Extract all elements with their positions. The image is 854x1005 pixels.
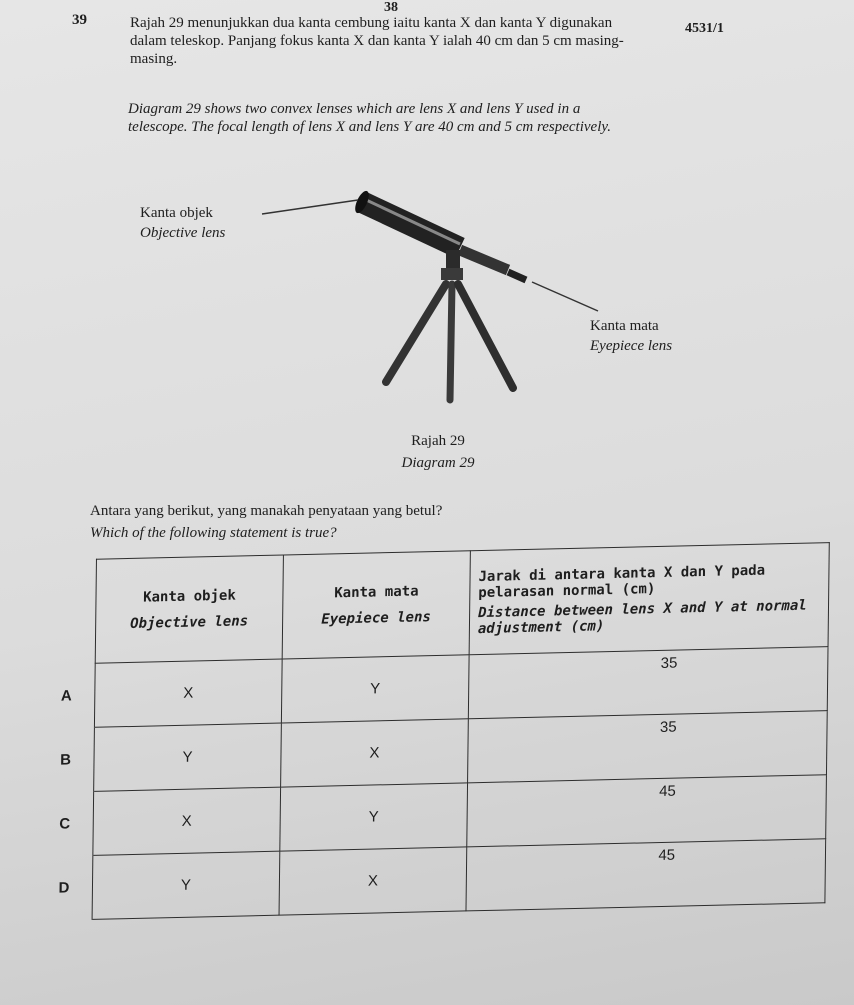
question-english-line: Diagram 29 shows two convex lenses which are lens X and lens Y used in a bbox=[128, 101, 581, 117]
eyepiece-cell: Y bbox=[281, 655, 469, 723]
option-letter[interactable]: B bbox=[37, 727, 94, 792]
question-malay-line: dalam teleskop. Panjang fokus kanta X dan kanta Y ialah 40 cm dan 5 cm masing- bbox=[130, 33, 624, 49]
objective-pointer-line bbox=[262, 200, 358, 214]
option-letter[interactable]: C bbox=[36, 791, 93, 856]
diagram-caption bbox=[383, 430, 493, 474]
prompt-malay: Antara yang berikut, yang manakah penyataan yang betul? bbox=[90, 503, 443, 519]
eyepiece-cell: X bbox=[281, 719, 469, 787]
header-eyepiece-lens bbox=[282, 551, 470, 659]
header-objective-english: Objective lens bbox=[130, 612, 249, 632]
table-header-row bbox=[39, 543, 830, 665]
distance-cell: 35 bbox=[468, 647, 828, 719]
objective-label bbox=[140, 203, 225, 243]
header-objective-malay: Kanta objek bbox=[143, 587, 236, 606]
header-distance-malay: Jarak di antara kanta X dan Y pada pelarasan normal (cm) bbox=[478, 562, 766, 601]
objective-cell: Y bbox=[94, 723, 282, 791]
paper-code: 4531/1 bbox=[685, 21, 724, 36]
header-eyepiece-english: Eyepiece lens bbox=[321, 608, 431, 628]
options-table bbox=[36, 542, 830, 921]
eyepiece-cell: Y bbox=[280, 783, 468, 851]
option-letter[interactable]: D bbox=[36, 855, 93, 920]
prompt-english: Which of the following statement is true? bbox=[90, 525, 337, 541]
question-prompt bbox=[90, 500, 442, 544]
header-objective-lens bbox=[95, 555, 283, 663]
eyepiece-label bbox=[590, 316, 672, 356]
header-distance-english: Distance between lens X and Y at normal adjustment (cm) bbox=[477, 597, 807, 637]
question-number: 39 bbox=[72, 12, 87, 28]
distance-cell: 45 bbox=[467, 775, 827, 847]
objective-cell: X bbox=[94, 659, 282, 727]
objective-cell: X bbox=[93, 787, 281, 855]
telescope-diagram bbox=[0, 0, 854, 420]
distance-cell: 35 bbox=[468, 711, 828, 783]
option-letter[interactable]: A bbox=[38, 663, 95, 728]
eyepiece-pointer-line bbox=[532, 282, 598, 311]
caption-english: Diagram 29 bbox=[401, 455, 475, 471]
distance-cell: 45 bbox=[466, 839, 826, 911]
header-eyepiece-malay: Kanta mata bbox=[334, 582, 419, 601]
objective-label-malay: Kanta objek bbox=[140, 205, 213, 221]
question-english-line: telescope. The focal length of lens X and lens Y are 40 cm and 5 cm respectively. bbox=[128, 119, 611, 135]
objective-label-english: Objective lens bbox=[140, 225, 226, 241]
question-malay-line: Rajah 29 menunjukkan dua kanta cembung iaitu kanta X dan kanta Y digunakan bbox=[130, 15, 613, 31]
caption-malay: Rajah 29 bbox=[411, 433, 465, 449]
eyepiece-label-malay: Kanta mata bbox=[590, 318, 659, 334]
eyepiece-label-english: Eyepiece lens bbox=[590, 338, 673, 354]
eyepiece-cell: X bbox=[279, 847, 467, 915]
question-malay-line: masing. bbox=[130, 51, 178, 67]
header-blank-cell bbox=[39, 559, 97, 664]
page-number: 38 bbox=[384, 0, 398, 15]
telescope-icon bbox=[352, 189, 526, 400]
objective-cell: Y bbox=[92, 851, 280, 919]
header-distance bbox=[469, 543, 829, 655]
